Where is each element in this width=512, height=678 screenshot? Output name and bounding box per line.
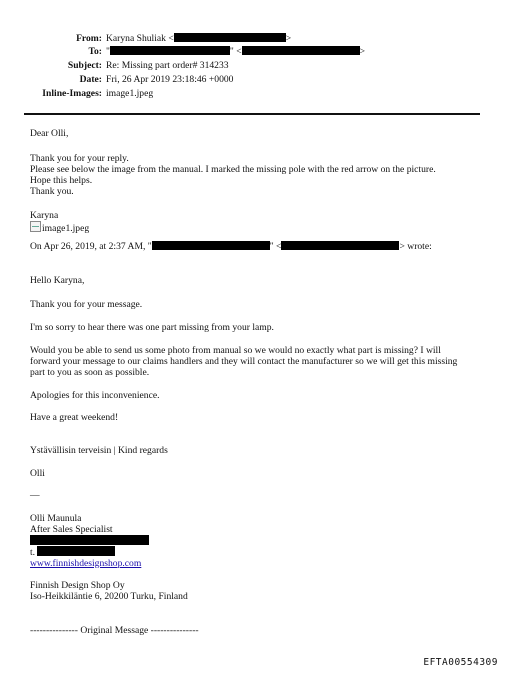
quote-header: On Apr 26, 2019, at 2:37 AM, " " < > wrote: — [30, 241, 432, 252]
signature-phone: t. — [30, 546, 470, 558]
bates-number: EFTA00554309 — [423, 656, 498, 668]
redaction-block — [30, 535, 149, 545]
reply-signature: Karyna — [30, 210, 59, 221]
header-images-row — [0, 88, 420, 100]
inline-attachment[interactable]: image1.jpeg — [30, 221, 470, 234]
header-to-row — [0, 46, 420, 58]
header-divider — [24, 113, 480, 115]
quoted-thanks: Thank you for your message. — [30, 299, 143, 310]
from-label: From: — [76, 33, 102, 44]
date-label: Date: — [79, 74, 102, 85]
quoted-weekend: Have a great weekend! — [30, 412, 119, 423]
header-subject-row — [0, 60, 420, 72]
quoted-apologies: Apologies for this inconvenience. — [30, 390, 160, 401]
inline-images-value: image1.jpeg — [106, 88, 154, 99]
to-value: " " < > — [106, 46, 366, 57]
reply-line-4: Thank you. — [30, 186, 74, 197]
subject-label: Subject: — [67, 60, 102, 71]
reply-line-3: Hope this helps. — [30, 175, 93, 186]
header-from-row — [0, 33, 420, 45]
signature-full-name: Olli Maunula — [30, 513, 82, 524]
signature-website-row — [30, 558, 470, 569]
inline-images-label: Inline-Images: — [42, 88, 102, 99]
to-label: To: — [88, 46, 102, 57]
date-value: Fri, 26 Apr 2019 23:18:46 +0000 — [106, 74, 234, 85]
reply-line-1: Thank you for your reply. — [30, 153, 129, 164]
redaction-block — [152, 241, 270, 250]
original-message-divider: --------------- Original Message --------------- — [30, 625, 199, 636]
signature-dash: — — [30, 490, 40, 501]
from-value: Karyna Shuliak < > — [106, 33, 292, 44]
quoted-greeting: Hello Karyna, — [30, 275, 85, 286]
signature-company: Finnish Design Shop Oy — [30, 580, 125, 591]
signature-address: Iso-Heikkiläntie 6, 20200 Turku, Finland — [30, 591, 188, 602]
quoted-sorry: I'm so sorry to hear there was one part missing from your lamp. — [30, 322, 274, 333]
reply-line-2: Please see below the image from the manual. I marked the missing pole with the red arrow on the picture. — [30, 164, 436, 175]
quoted-request-line-2: forward your message to our claims handlers and they will contact the manufacturer so we will get this missing — [30, 356, 458, 367]
subject-value: Re: Missing part order# 314233 — [106, 60, 229, 71]
header-date-row — [0, 74, 420, 86]
redaction-block — [37, 546, 115, 556]
signature-title: After Sales Specialist — [30, 524, 113, 535]
quoted-request-line-1: Would you be able to send us some photo from manual so we would no exactly what part is missing? I will — [30, 345, 441, 356]
reply-greeting: Dear Olli, — [30, 128, 69, 139]
website-link[interactable]: www.finnishdesignshop.com — [30, 558, 142, 569]
redaction-block — [174, 33, 286, 42]
redaction-block — [242, 46, 360, 55]
redaction-block — [281, 241, 399, 250]
quoted-request-line-3: part to you as soon as possible. — [30, 367, 150, 378]
broken-image-icon — [30, 221, 41, 232]
quoted-regards: Ystävällisin terveisin | Kind regards — [30, 445, 168, 456]
redaction-block — [110, 46, 230, 55]
quoted-name-short: Olli — [30, 468, 45, 479]
